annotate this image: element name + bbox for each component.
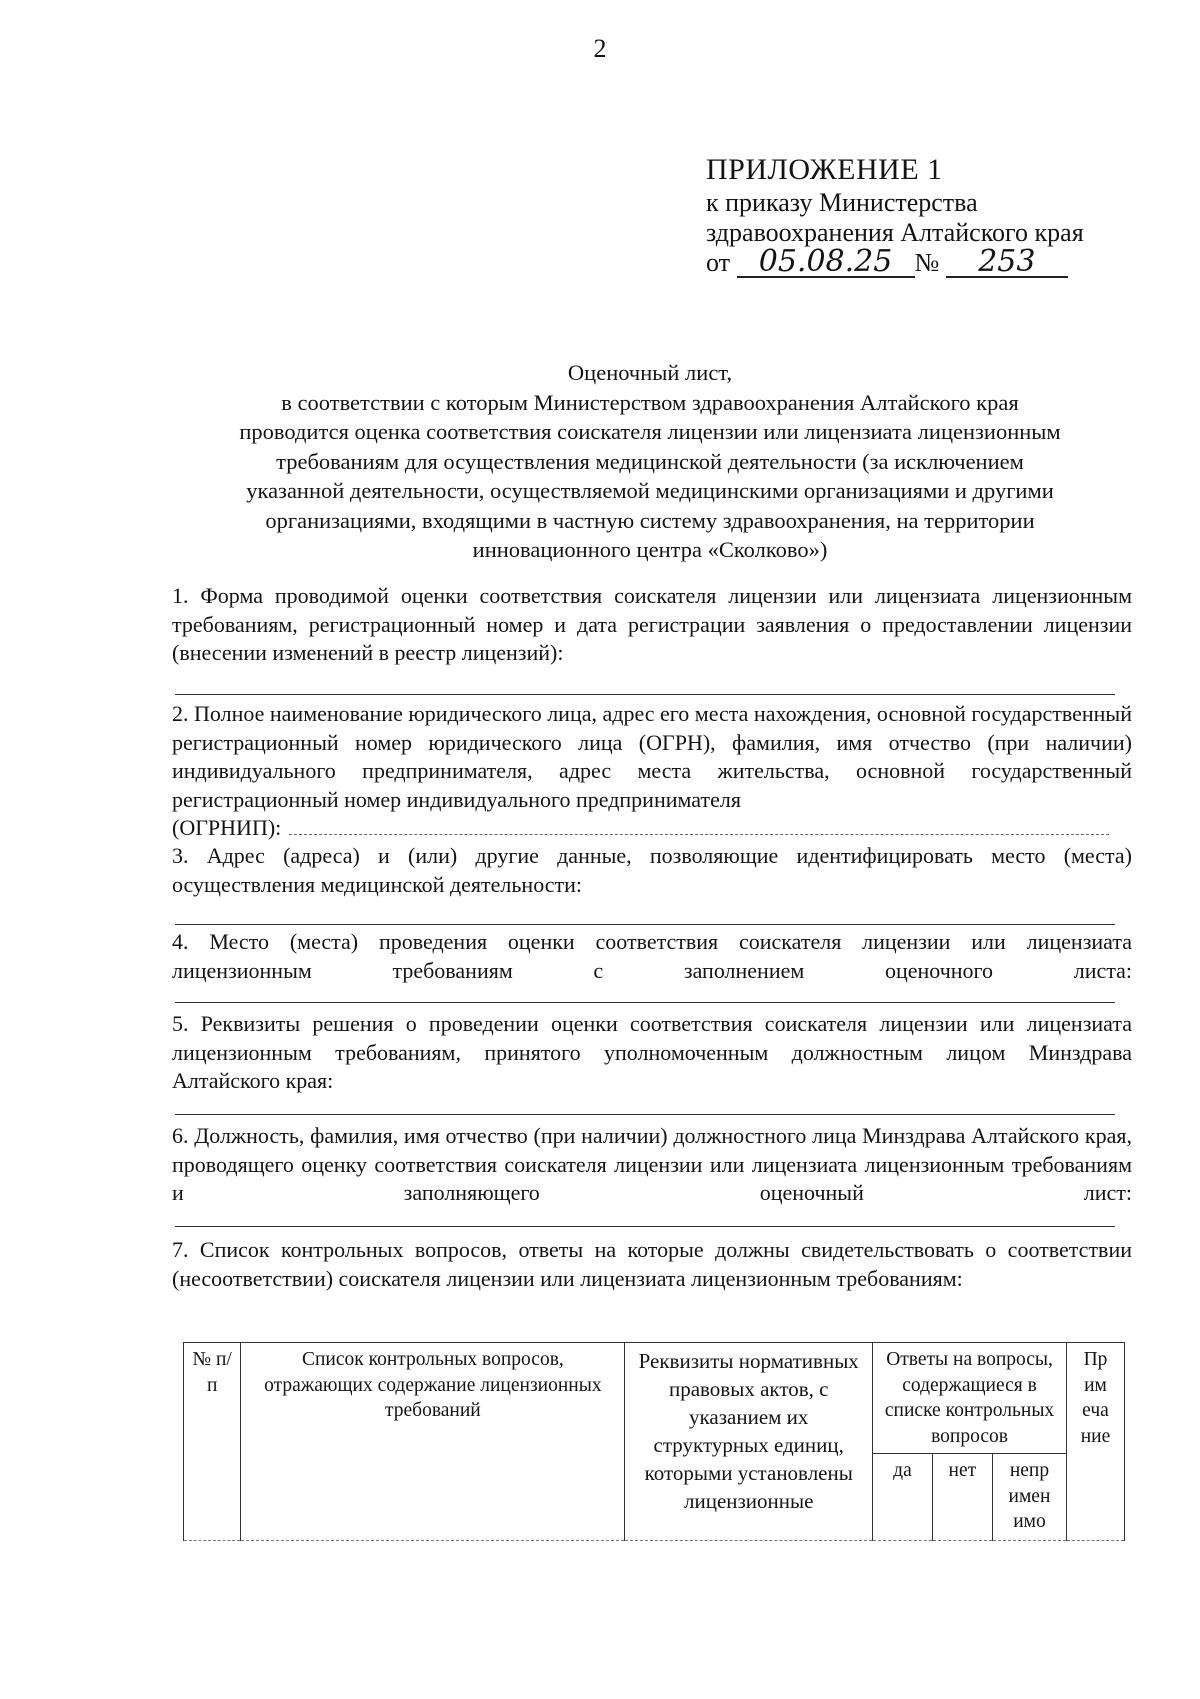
- item-1-fill-line[interactable]: [175, 694, 1115, 695]
- item-4: 4. Место (места) проведения оценки соответствия соискателя лицензии или лицензиата лицензионным требованиям с заполнением оценочного листа:: [172, 929, 1132, 983]
- order-date: 05.08.25: [737, 248, 915, 278]
- item-5-fill-line[interactable]: [175, 1114, 1115, 1115]
- item-3: 3. Адрес (адреса) и (или) другие данные, позволяющие идентифицировать место (места) осуществления медицинской деятельности:: [172, 843, 1132, 897]
- checklist-table: [183, 1342, 1125, 1541]
- item-6-fill-line[interactable]: [175, 1226, 1115, 1227]
- appendix-block: [706, 152, 1166, 278]
- heading-line-7: инновационного центра «Сколково»): [472, 537, 828, 562]
- item-3-fill-line[interactable]: [175, 924, 1115, 925]
- heading-line-6: организациями, входящими в частную систему здравоохранения, на территории: [265, 507, 1035, 533]
- header-note: Пр им еча ние: [1067, 1343, 1125, 1541]
- heading-line-2: в соответствии с которым Министерством здравоохранения Алтайского края: [281, 389, 1019, 415]
- heading-line-1: Оценочный лист,: [567, 360, 733, 385]
- item-7: 7. Список контрольных вопросов, ответы на которые должны свидетельствовать о соответствии (несоответствии) соискателя лицензии или лицензиата лицензионным требованиям:: [172, 1237, 1132, 1291]
- header-answers: Ответы на вопросы, содержащиеся в списке контрольных вопросов: [873, 1343, 1067, 1454]
- table-header-row: [184, 1343, 1125, 1454]
- header-requisites: Реквизиты нормативных правовых актов, с указанием их структурных единиц, которыми установлены лицензионные: [625, 1343, 873, 1541]
- header-number: № п/п: [184, 1343, 241, 1541]
- appendix-date-line: [706, 244, 1166, 279]
- ogrnip-label: (ОГРНИП):: [172, 815, 282, 840]
- item-6: 6. Должность, фамилия, имя отчество (при наличии) должностного лица Минздрава Алтайского края, проводящего оценку соответствия соискателя лицензии или лицензиата лицензионным требованиям и заполняющего оценочный лист:: [172, 1123, 1132, 1205]
- header-answer-na: непр имен имо: [992, 1454, 1066, 1541]
- item-2: 2. Полное наименование юридического лица, адрес его места нахождения, основной государственный регистрационный номер юридического лица (ОГРН), фамилия, имя отчество (при наличии) индивидуального предпринимателя, адрес места жительства, основной государственный регистрационный номер индивидуального предпринимателя: [172, 701, 1132, 812]
- date-prefix: от: [706, 248, 731, 277]
- heading-line-4: требованиям для осуществления медицинской деятельности (за исключением: [276, 448, 1024, 474]
- item-2-fill-line[interactable]: [289, 816, 1109, 835]
- item-2-tail: [172, 814, 1132, 843]
- item-5: 5. Реквизиты решения о проведении оценки соответствия соискателя лицензии или лицензиата лицензионным требованиям, принятого уполномоченным должностным лицом Минздрава Алтайского края:: [172, 1011, 1132, 1093]
- header-answer-yes: да: [873, 1454, 933, 1541]
- form-heading: [170, 358, 1130, 565]
- page-number: 2: [593, 34, 607, 63]
- heading-line-5: указанной деятельности, осуществляемой медицинскими организациями и другими: [246, 478, 1054, 503]
- appendix-title: ПРИЛОЖЕНИЕ 1: [706, 153, 943, 186]
- appendix-line-2: здравоохранения Алтайского края: [706, 218, 1084, 247]
- number-sign: №: [914, 248, 940, 277]
- heading-line-3: проводится оценка соответствия соискателя лицензии или лицензиата лицензионным: [239, 419, 1061, 444]
- item-1: 1. Форма проводимой оценки соответствия соискателя лицензии или лицензиата лицензионным требованиям, регистрационный номер и дата регистрации заявления о предоставлении лицензии (внесении изменений в реестр лицензий):: [172, 583, 1132, 665]
- header-answer-no: нет: [932, 1454, 992, 1541]
- header-questions: Список контрольных вопросов, отражающих содержание лицензионных требований: [241, 1343, 625, 1541]
- order-number: 253: [946, 248, 1068, 278]
- appendix-line-1: к приказу Министерства: [706, 188, 978, 217]
- item-4-fill-line[interactable]: [175, 1002, 1115, 1003]
